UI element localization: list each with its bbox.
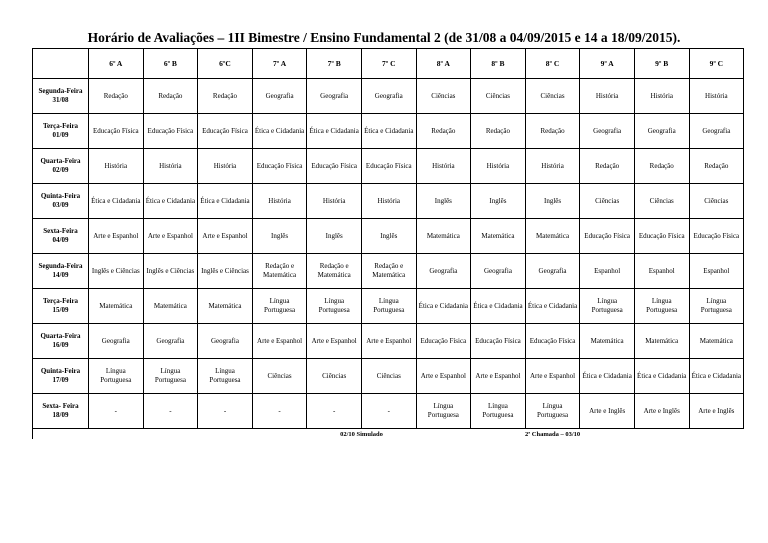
day-cell: Sexta-Feira 04/09: [33, 219, 89, 254]
subject-cell: Ética e Cidadania: [89, 184, 144, 219]
subject-cell: Inglês e Ciências: [89, 254, 144, 289]
subject-cell: Arte e Espanhol: [416, 359, 471, 394]
subject-cell: Ética e Cidadania: [525, 289, 580, 324]
subject-cell: Educação Física: [361, 149, 416, 184]
subject-cell: Redação: [198, 79, 253, 114]
subject-cell: Educação Física: [634, 219, 689, 254]
subject-cell: -: [307, 394, 362, 429]
footer-blank: [416, 429, 471, 440]
table-row: [33, 219, 744, 254]
day-cell: Quinta-Feira 03/09: [33, 184, 89, 219]
table-row: [33, 289, 744, 324]
subject-cell: Geografia: [471, 254, 526, 289]
subject-cell: Matemática: [471, 219, 526, 254]
subject-cell: Arte e Espanhol: [525, 359, 580, 394]
subject-cell: Matemática: [634, 324, 689, 359]
subject-cell: História: [634, 79, 689, 114]
subject-cell: Arte e Inglês: [634, 394, 689, 429]
subject-cell: Arte e Espanhol: [89, 219, 144, 254]
subject-cell: Educação Física: [198, 114, 253, 149]
subject-cell: Educação Física: [307, 149, 362, 184]
subject-cell: Língua Portuguesa: [580, 289, 635, 324]
subject-cell: Educação Física: [143, 114, 198, 149]
day-cell: Segunda-Feira 14/09: [33, 254, 89, 289]
footer-simulado: 02/10 Simulado: [340, 431, 383, 438]
class-header-cell: 9º B: [634, 49, 689, 79]
subject-cell: Arte e Espanhol: [198, 219, 253, 254]
class-header-cell: 6º B: [143, 49, 198, 79]
table-row: [33, 149, 744, 184]
subject-cell: Matemática: [689, 324, 744, 359]
subject-cell: História: [198, 149, 253, 184]
subject-cell: Redação: [89, 79, 144, 114]
subject-cell: Redação: [471, 114, 526, 149]
subject-cell: Ciências: [689, 184, 744, 219]
subject-cell: Redação e Matemática: [307, 254, 362, 289]
subject-cell: Espanhol: [634, 254, 689, 289]
subject-cell: Geografia: [361, 79, 416, 114]
subject-cell: História: [307, 184, 362, 219]
subject-cell: Ciências: [252, 359, 307, 394]
subject-cell: Educação Física: [89, 114, 144, 149]
class-header-cell: 6º A: [89, 49, 144, 79]
subject-cell: Arte e Inglês: [689, 394, 744, 429]
table-row: [33, 394, 744, 429]
footer-row: [33, 429, 744, 440]
subject-cell: Arte e Espanhol: [361, 324, 416, 359]
subject-cell: -: [252, 394, 307, 429]
subject-cell: Educação Física: [525, 324, 580, 359]
subject-cell: Língua Portuguesa: [361, 289, 416, 324]
day-cell: Quarta-Feira 02/09: [33, 149, 89, 184]
subject-cell: Redação: [580, 149, 635, 184]
subject-cell: Matemática: [89, 289, 144, 324]
subject-cell: Inglês e Ciências: [143, 254, 198, 289]
subject-cell: Língua Portuguesa: [307, 289, 362, 324]
table-row: [33, 324, 744, 359]
corner-cell: [33, 49, 89, 79]
day-cell: Terça-Feira 01/09: [33, 114, 89, 149]
subject-cell: Matemática: [198, 289, 253, 324]
footer-blank: [89, 429, 144, 440]
subject-cell: Ética e Cidadania: [307, 114, 362, 149]
subject-cell: Ciências: [580, 184, 635, 219]
subject-cell: -: [361, 394, 416, 429]
subject-cell: Ciências: [361, 359, 416, 394]
subject-cell: Arte e Inglês: [580, 394, 635, 429]
subject-cell: Redação e Matemática: [252, 254, 307, 289]
footer-blank: [252, 429, 307, 440]
subject-cell: Educação Física: [416, 324, 471, 359]
day-cell: Sexta- Feira 18/09: [33, 394, 89, 429]
subject-cell: Geografia: [689, 114, 744, 149]
subject-cell: Ciências: [307, 359, 362, 394]
subject-cell: Matemática: [416, 219, 471, 254]
subject-cell: Arte e Espanhol: [143, 219, 198, 254]
subject-cell: História: [525, 149, 580, 184]
class-header-cell: 8º B: [471, 49, 526, 79]
footer-chamada: 2ª Chamada – 03/10: [524, 431, 581, 438]
subject-cell: Educação Física: [580, 219, 635, 254]
day-cell: Terça-Feira 15/09: [33, 289, 89, 324]
subject-cell: Ética e Cidadania: [471, 289, 526, 324]
subject-cell: Língua Portuguesa: [143, 359, 198, 394]
subject-cell: Ética e Cidadania: [416, 289, 471, 324]
subject-cell: Ciências: [525, 79, 580, 114]
subject-cell: Matemática: [143, 289, 198, 324]
subject-cell: Ética e Cidadania: [634, 359, 689, 394]
subject-cell: Geografia: [580, 114, 635, 149]
subject-cell: Espanhol: [580, 254, 635, 289]
subject-cell: Língua Portuguesa: [471, 394, 526, 429]
subject-cell: Ética e Cidadania: [689, 359, 744, 394]
subject-cell: Inglês: [471, 184, 526, 219]
day-cell: Quinta-Feira 17/09: [33, 359, 89, 394]
footer-blank: [33, 429, 89, 440]
subject-cell: Geografia: [416, 254, 471, 289]
class-header-cell: 8º A: [416, 49, 471, 79]
subject-cell: Geografia: [525, 254, 580, 289]
table-row: [33, 79, 744, 114]
subject-cell: Língua Portuguesa: [252, 289, 307, 324]
subject-cell: Geografia: [634, 114, 689, 149]
subject-cell: Redação: [143, 79, 198, 114]
subject-cell: Matemática: [525, 219, 580, 254]
subject-cell: Língua Portuguesa: [416, 394, 471, 429]
footer-blank: [143, 429, 198, 440]
subject-cell: -: [89, 394, 144, 429]
schedule-table: [32, 48, 744, 439]
header-row: [33, 49, 744, 79]
subject-cell: Matemática: [580, 324, 635, 359]
subject-cell: Redação: [634, 149, 689, 184]
subject-cell: Ciências: [634, 184, 689, 219]
subject-cell: Arte e Espanhol: [307, 324, 362, 359]
class-header-cell: 9º C: [689, 49, 744, 79]
subject-cell: Ciências: [416, 79, 471, 114]
subject-cell: História: [143, 149, 198, 184]
subject-cell: Ética e Cidadania: [198, 184, 253, 219]
day-cell: Segunda-Feira 31/08: [33, 79, 89, 114]
class-header-cell: 7º B: [307, 49, 362, 79]
subject-cell: História: [252, 184, 307, 219]
footer-blank: [634, 429, 689, 440]
subject-cell: Redação: [416, 114, 471, 149]
subject-cell: -: [143, 394, 198, 429]
subject-cell: Redação: [689, 149, 744, 184]
subject-cell: Ética e Cidadania: [361, 114, 416, 149]
table-row: [33, 184, 744, 219]
subject-cell: Inglês: [525, 184, 580, 219]
subject-cell: Língua Portuguesa: [634, 289, 689, 324]
table-row: [33, 359, 744, 394]
subject-cell: Língua Portuguesa: [198, 359, 253, 394]
class-header-cell: 7º C: [361, 49, 416, 79]
subject-cell: Inglês: [416, 184, 471, 219]
page-title: Horário de Avaliações – 1II Bimestre / Ensino Fundamental 2 (de 31/08 a 04/09/2015 e 14 a 18/09/2015).: [87, 30, 681, 45]
subject-cell: Educação Física: [471, 324, 526, 359]
subject-cell: Inglês: [252, 219, 307, 254]
subject-cell: Redação: [525, 114, 580, 149]
subject-cell: Ciências: [471, 79, 526, 114]
subject-cell: História: [471, 149, 526, 184]
subject-cell: Inglês e Ciências: [198, 254, 253, 289]
footer-blank: [198, 429, 253, 440]
subject-cell: Geografia: [143, 324, 198, 359]
subject-cell: História: [89, 149, 144, 184]
subject-cell: Língua Portuguesa: [89, 359, 144, 394]
subject-cell: Geografia: [307, 79, 362, 114]
subject-cell: Geografia: [252, 79, 307, 114]
subject-cell: Geografia: [89, 324, 144, 359]
subject-cell: Inglês: [361, 219, 416, 254]
subject-cell: Língua Portuguesa: [525, 394, 580, 429]
subject-cell: Língua Portuguesa: [689, 289, 744, 324]
class-header-cell: 7º A: [252, 49, 307, 79]
subject-cell: Arte e Espanhol: [252, 324, 307, 359]
subject-cell: Educação Física: [689, 219, 744, 254]
subject-cell: História: [580, 79, 635, 114]
subject-cell: Redação e Matemática: [361, 254, 416, 289]
subject-cell: Arte e Espanhol: [471, 359, 526, 394]
class-header-cell: 6ºC: [198, 49, 253, 79]
subject-cell: Geografia: [198, 324, 253, 359]
subject-cell: Ética e Cidadania: [143, 184, 198, 219]
class-header-cell: 9º A: [580, 49, 635, 79]
subject-cell: História: [689, 79, 744, 114]
table-row: [33, 254, 744, 289]
subject-cell: -: [198, 394, 253, 429]
subject-cell: Espanhol: [689, 254, 744, 289]
subject-cell: Inglês: [307, 219, 362, 254]
table-row: [33, 114, 744, 149]
subject-cell: Ética e Cidadania: [580, 359, 635, 394]
class-header-cell: 8º C: [525, 49, 580, 79]
footer-blank: [689, 429, 744, 440]
subject-cell: Ética e Cidadania: [252, 114, 307, 149]
subject-cell: Educação Física: [252, 149, 307, 184]
day-cell: Quarta-Feira 16/09: [33, 324, 89, 359]
subject-cell: História: [416, 149, 471, 184]
subject-cell: História: [361, 184, 416, 219]
